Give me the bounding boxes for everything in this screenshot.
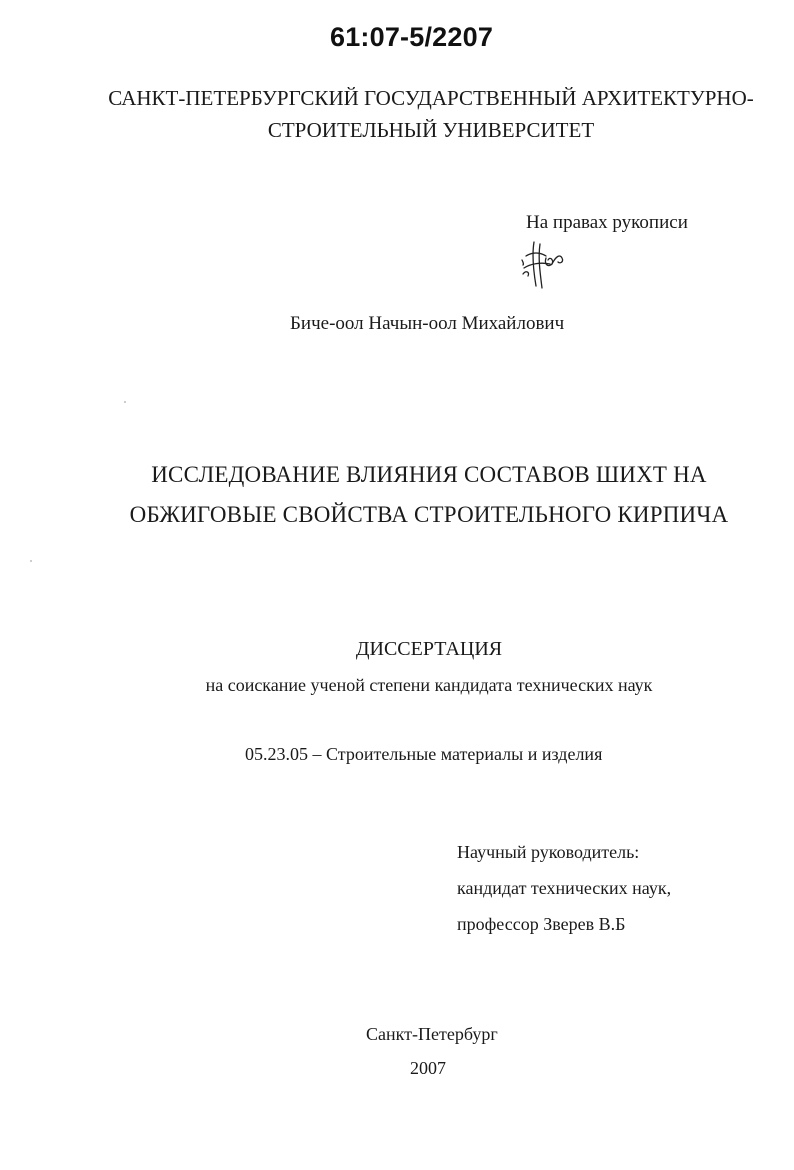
supervisor-label: Научный руководитель: <box>457 842 640 862</box>
supervisor-name: профессор Зверев В.Б <box>457 914 626 934</box>
city: Санкт-Петербург <box>366 1024 498 1044</box>
manuscript-rights-note: На правах рукописи <box>526 212 688 233</box>
degree-statement: на соискание ученой степени кандидата технических наук <box>205 675 653 695</box>
dissertation-title <box>0 455 794 535</box>
document-type: ДИССЕРТАЦИЯ <box>355 638 503 660</box>
author-signature <box>520 234 572 294</box>
author-name: Биче-оол Начын-оол Михайлович <box>290 313 565 334</box>
dissertation-title-line1: ИССЛЕДОВАНИЕ ВЛИЯНИЯ СОСТАВОВ ШИХТ НА <box>151 462 707 487</box>
supervisor-degree: кандидат технических наук, <box>457 878 672 898</box>
university-name <box>0 82 794 146</box>
scan-speck <box>30 560 32 562</box>
scan-speck <box>124 401 126 403</box>
specialty-code: 05.23.05 – Строительные материалы и изделия <box>245 744 603 764</box>
dissertation-title-line2: ОБЖИГОВЫЕ СВОЙСТВА СТРОИТЕЛЬНОГО КИРПИЧА <box>129 502 729 527</box>
university-name-line2: СТРОИТЕЛЬНЫЙ УНИВЕРСИТЕТ <box>267 118 595 142</box>
year: 2007 <box>410 1058 446 1078</box>
catalog-number: 61:07-5/2207 <box>330 22 494 52</box>
supervisor-block <box>457 834 671 942</box>
university-name-line1: САНКТ-ПЕТЕРБУРГСКИЙ ГОСУДАРСТВЕННЫЙ АРХИТЕКТУРНО- <box>108 86 754 110</box>
